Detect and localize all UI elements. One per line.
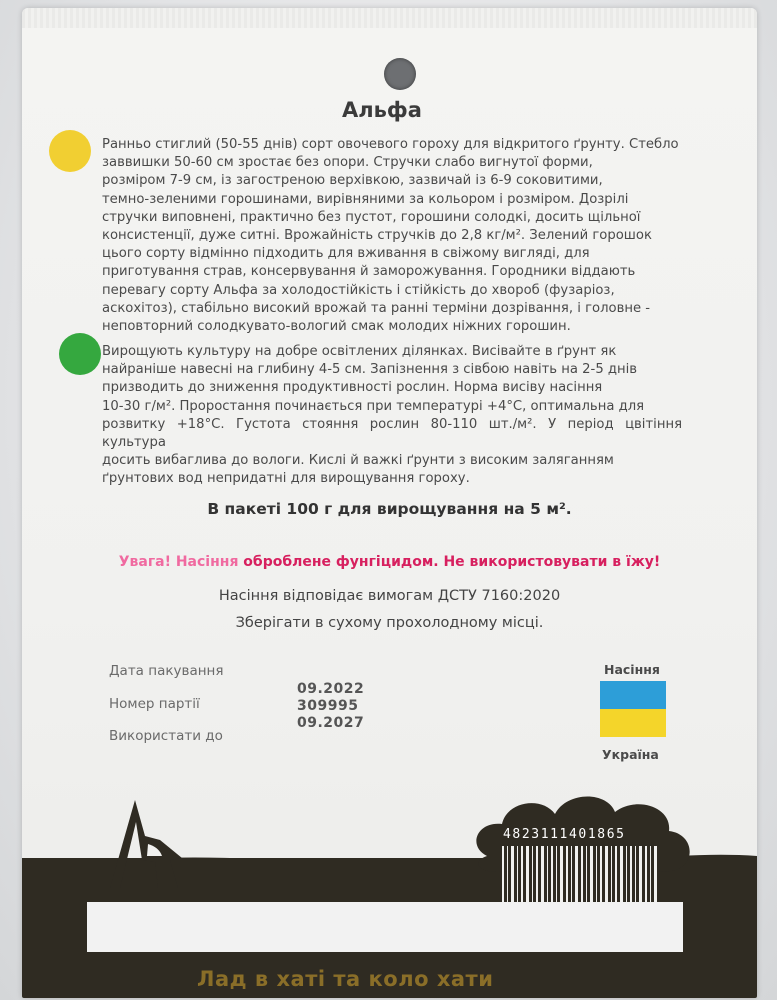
pack-date-label: Дата пакування	[109, 663, 224, 679]
batch-label: Номер партії	[109, 696, 200, 712]
growing-line: ґрунтових вод непридатні для вирощування гороху.	[102, 471, 470, 487]
description-line: розміром 7-9 см, із загостреною верхівкою, зазвичай із 6-9 соковитими,	[102, 173, 603, 189]
growing-line: призводить до зниження продуктивності рослин. Норма висіву насіння	[102, 380, 603, 396]
description-line: темно-зеленими горошинами, вирівняними за кольором і розміром. Дозрілі	[102, 191, 629, 207]
hang-hole	[384, 58, 416, 90]
description-paragraph	[102, 136, 682, 336]
seed-packet	[22, 8, 757, 998]
house-icon	[100, 800, 190, 892]
description-line: перевагу сорту Альфа за холодостійкість і стійкість до хвороб (фузаріоз,	[102, 282, 615, 298]
packet-size-note: В пакеті 100 г для вирощування на 5 м².	[207, 500, 572, 518]
growing-paragraph	[102, 343, 682, 489]
origin-country-label: Україна	[602, 747, 659, 762]
growing-line: досить вибаглива до вологи. Кислі й важкі ґрунти з високим заляганням	[102, 453, 614, 469]
growing-line: найраніше навесні на глибину 4-5 см. Запізнення з сівбою навіть на 2-5 днів	[102, 362, 638, 378]
redacted-area	[87, 902, 683, 952]
yellow-dot-icon	[49, 130, 91, 172]
use-by-label: Використати до	[109, 728, 223, 744]
description-line: приготування страв, консервування й заморожування. Городники віддають	[102, 264, 636, 280]
product-title: Альфа	[342, 98, 422, 122]
storage-note: Зберігати в сухому прохолодному місці.	[235, 615, 544, 631]
standard-note: Насіння відповідає вимогам ДСТУ 7160:2020	[218, 588, 561, 604]
warning-text: оброблене фунгіцидом. Не використовувати в їжу!	[238, 554, 661, 570]
description-line: консистенції, дуже ситні. Врожайність стручків до 2,8 кг/м². Зелений горошок	[102, 228, 652, 244]
description-line: заввишки 50-60 см зростає без опори. Стручки слабо вигнутої форми,	[102, 155, 593, 171]
description-line: стручки виповнені, практично без пустот, горошини солодкі, досить щільної	[102, 209, 641, 225]
batch-value: 309995	[297, 698, 359, 714]
warning-note	[22, 554, 757, 570]
origin-seeds-label: Насіння	[604, 662, 660, 677]
pack-date-value: 09.2022	[297, 681, 365, 697]
growing-line: 10-30 г/м². Проростання починається при температурі +4°С, оптимальна для	[102, 398, 645, 414]
barcode-number: 4823111401865	[503, 827, 626, 842]
description-line: неповторний солодкувато-вологий смак молодих ніжних горошин.	[102, 319, 571, 335]
description-line: аскохітоз), стабільно високий врожай та ранні терміни дозрівання, і головне -	[102, 300, 651, 316]
use-by-value: 09.2027	[297, 715, 365, 731]
growing-line: Вирощують культуру на добре освітлених ділянках. Висівайте в ґрунт як	[102, 344, 617, 359]
brand-slogan: Лад в хаті та коло хати	[197, 967, 494, 991]
ukraine-flag-icon	[600, 681, 666, 737]
warning-prefix: Увага! Насіння	[118, 554, 239, 570]
description-line: Ранньо стиглий (50-55 днів) сорт овочевого гороху для відкритого ґрунту. Стебло	[102, 137, 679, 152]
green-dot-icon	[59, 333, 101, 375]
packet-seal	[22, 8, 757, 28]
description-line: цього сорту відмінно підходить для вживання в свіжому вигляді, для	[102, 246, 590, 262]
growing-line: розвитку +18°С. Густота стояння рослин 80-110 шт./м². У період цвітіння культура	[102, 416, 682, 451]
